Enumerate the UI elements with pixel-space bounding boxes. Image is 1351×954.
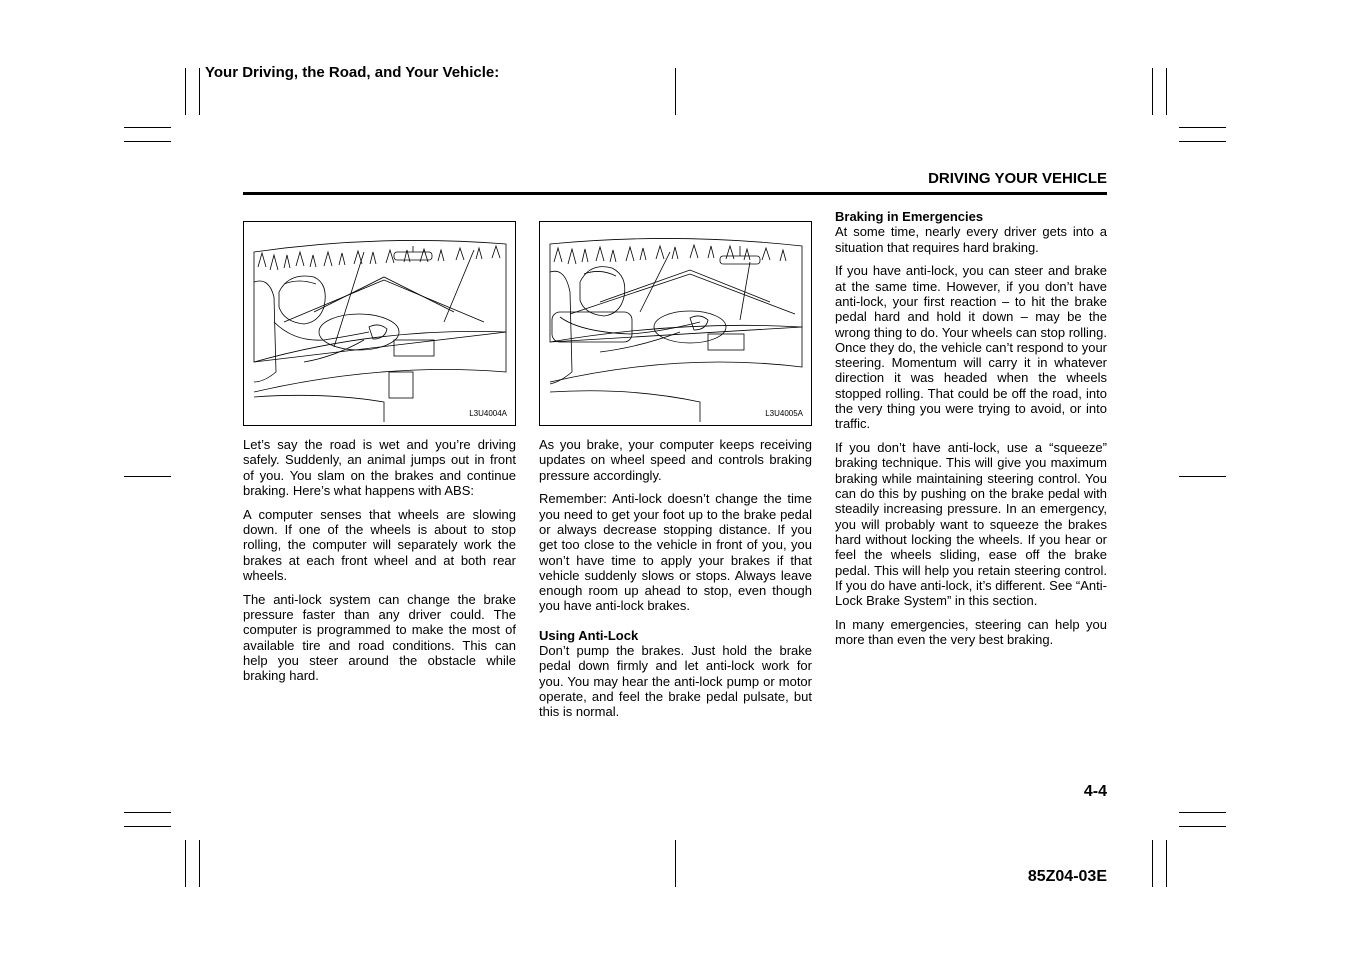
driver-illustration	[540, 222, 811, 425]
crop-mark	[124, 127, 171, 128]
figure-driver-braking-1	[243, 221, 516, 426]
driver-illustration	[244, 222, 515, 425]
crop-mark	[1166, 68, 1167, 115]
crop-mark	[675, 840, 676, 887]
crop-mark	[1179, 812, 1226, 813]
crop-mark	[124, 812, 171, 813]
crop-mark	[124, 141, 171, 142]
paragraph: The anti-lock system can change the brake pressure faster than any driver could. The computer is programmed to make the most of available tire and road conditions. This can help you steer around the obstacle while braking hard.	[243, 591, 516, 684]
paragraph: In many emergencies, steering can help you more than even the very best braking.	[835, 616, 1107, 648]
paragraph: If you don’t have anti-lock, use a “squeeze” braking technique. This will give you maximum braking while maintaining steering control. You can do this by pushing on the brake pedal with steadily increasing pressure. In an emergency, you will probably want to squeeze the brakes hard without locking the wheels. If you hear or feel the wheels sliding, ease off the brake pedal. This will help you retain steering control. If you do have anti-lock, it’s different. See “Anti-Lock Brake System” in this section.	[835, 440, 1107, 609]
chapter-title: Your Driving, the Road, and Your Vehicle:	[205, 64, 500, 81]
figure-code: L3U4004A	[469, 409, 507, 418]
crop-mark	[1179, 141, 1226, 142]
figure-driver-braking-2	[539, 221, 812, 426]
paragraph: Don’t pump the brakes. Just hold the brake pedal down firmly and let anti-lock work for you. You may hear the anti-lock pump or motor operate, and feel the brake pedal pulsate, but this is normal.	[539, 643, 812, 720]
text-column-left	[243, 437, 516, 692]
text-column-middle	[539, 437, 812, 728]
crop-mark	[124, 476, 171, 477]
crop-mark	[1166, 840, 1167, 887]
subsection	[835, 209, 1107, 255]
crop-mark	[1179, 127, 1226, 128]
text-column-right	[835, 209, 1107, 656]
paragraph: Remember: Anti-lock doesn’t change the time you need to get your foot up to the brake pedal or always decrease stopping distance. If you get too close to the vehicle in front of you, you won’t have time to apply your brakes if that vehicle suddenly slows or stops. Always leave enough room up ahead to stop, even though you have anti-lock brakes.	[539, 491, 812, 614]
crop-mark	[185, 840, 186, 887]
crop-mark	[1179, 476, 1226, 477]
header-rule	[243, 192, 1107, 195]
page-number: 4-4	[1083, 783, 1107, 800]
paragraph: As you brake, your computer keeps receiving updates on wheel speed and controls braking pressure accordingly.	[539, 437, 812, 483]
paragraph: Let’s say the road is wet and you’re driving safely. Suddenly, an animal jumps out in front of you. You slam on the brakes and continue braking. Here’s what happens with ABS:	[243, 437, 516, 498]
crop-mark	[1152, 840, 1153, 887]
crop-mark	[1179, 826, 1226, 827]
crop-mark	[185, 68, 186, 115]
subsection	[539, 628, 812, 720]
crop-mark	[124, 826, 171, 827]
subsection-heading: Braking in Emergencies	[835, 209, 984, 224]
crop-mark	[675, 68, 676, 115]
section-title: DRIVING YOUR VEHICLE	[928, 170, 1107, 187]
paragraph: If you have anti-lock, you can steer and brake at the same time. However, if you don’t have anti-lock, your first reaction – to hit the brake pedal hard and hold it down – may be the wrong thing to do. Your wheels can stop rolling. Once they do, the vehicle can’t respond to your steering. Momentum will carry it in whatever direction it was headed when the wheels stopped rolling. That could be off the road, into the very thing you were trying to avoid, or into traffic.	[835, 263, 1107, 432]
crop-mark	[199, 68, 200, 115]
paragraph: A computer senses that wheels are slowing down. If one of the wheels is about to stop rolling, the computer will separately work the brakes at each front wheel and at both rear wheels.	[243, 506, 516, 583]
figure-code: L3U4005A	[765, 409, 803, 418]
crop-mark	[199, 840, 200, 887]
paragraph: At some time, nearly every driver gets into a situation that requires hard braking.	[835, 224, 1107, 255]
subsection-heading: Using Anti-Lock	[539, 627, 639, 643]
document-code: 85Z04-03E	[1027, 868, 1107, 885]
crop-mark	[1152, 68, 1153, 115]
